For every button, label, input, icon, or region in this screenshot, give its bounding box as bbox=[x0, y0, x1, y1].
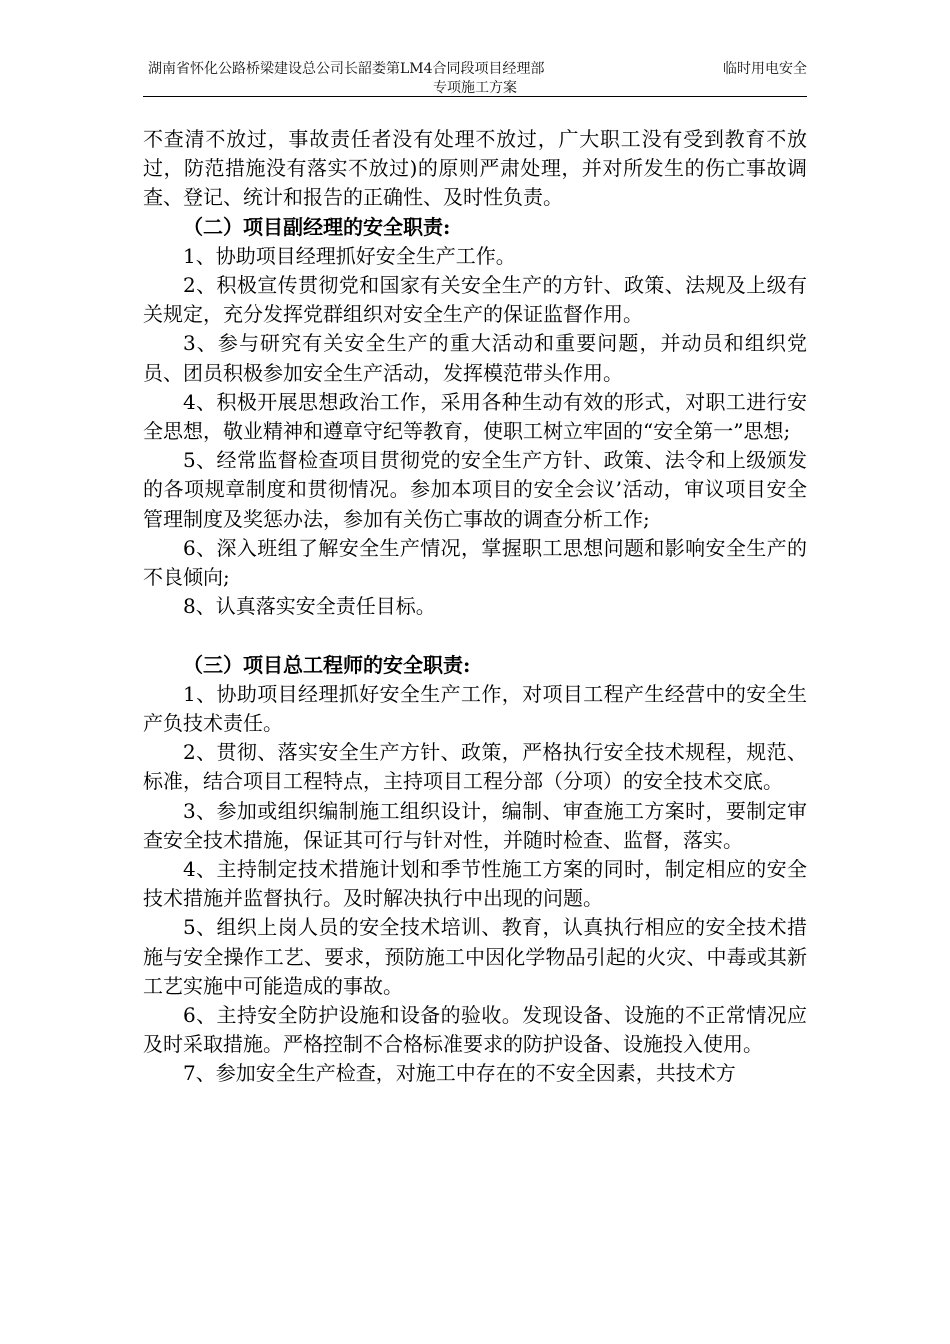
document-body bbox=[143, 125, 807, 1089]
header-doc-subtitle: 专项施工方案 bbox=[433, 80, 517, 96]
engineer-item-4: 4、主持制定技术措施计划和季节性施工方案的同时，制定相应的安全技术措施并监督执行。及时解决执行中出现的问题。 bbox=[143, 857, 807, 911]
deputy-item-2: 2、积极宣传贯彻党和国家有关安全生产的方针、政策、法规及上级有关规定，充分发挥党群组织对安全生产的保证监督作用。 bbox=[143, 273, 807, 327]
page-header bbox=[143, 52, 807, 97]
section-heading-chief-engineer: （三）项目总工程师的安全职责: bbox=[183, 652, 471, 677]
paragraph-continued: 不查清不放过，事故责任者没有处理不放过，广大职工没有受到教育不放过，防范措施没有落实不放过)的原则严肃处理，并对所发生的伤亡事故调查、登记、统计和报告的正确性、及时性负责。 bbox=[143, 127, 807, 210]
engineer-item-1: 1、协助项目经理抓好安全生产工作，对项目工程产生经营中的安全生产负技术责任。 bbox=[143, 681, 807, 736]
deputy-item-8: 8、认真落实安全责任目标。 bbox=[183, 594, 436, 619]
deputy-item-6: 6、深入班组了解安全生产情况，掌握职工思想问题和影响安全生产的不良倾向; bbox=[143, 535, 807, 590]
header-doc-title: 临时用电安全 bbox=[723, 61, 807, 77]
engineer-item-7: 7、参加安全生产检查，对施工中存在的不安全因素，共技术方 bbox=[183, 1061, 736, 1086]
engineer-item-3: 3、参加或组织编制施工组织设计，编制、审查施工方案时，要制定审查安全技术措施，保证其可行与针对性，并随时检查、监督，落实。 bbox=[143, 798, 807, 852]
header-company: 湖南省怀化公路桥梁建设总公司长韶娄第LM4合同段项目经理部 bbox=[148, 61, 545, 77]
section-spacer bbox=[143, 621, 807, 650]
deputy-item-3: 3、参与研究有关安全生产的重大活动和重要问题，并动员和组织党员、团员积极参加安全生产活动，发挥模范带头作用。 bbox=[143, 331, 807, 385]
deputy-item-5: 5、经常监督检查项目贯彻党的安全生产方针、政策、法令和上级颁发的各项规章制度和贯彻情况。参加本项目的安全会议’活动，审议项目安全管理制度及奖惩办法，参加有关伤亡事故的调查分析工作; bbox=[143, 448, 807, 531]
engineer-item-6: 6、主持安全防护设施和设备的验收。发现设备、设施的不正常情况应及时采取措施。严格控制不合格标准要求的防护设备、设施投入使用。 bbox=[143, 1003, 807, 1057]
engineer-item-5: 5、组织上岗人员的安全技术培训、教育，认真执行相应的安全技术措施与安全操作工艺、要求，预防施工中因化学物品引起的火灾、中毒或其新工艺实施中可能造成的事故。 bbox=[143, 915, 807, 998]
engineer-item-2: 2、贯彻、落实安全生产方针、政策，严格执行安全技术规程，规范、标准，结合项目工程特点，主持项目工程分部（分项）的安全技术交底。 bbox=[143, 740, 807, 794]
section-heading-deputy-manager: （二）项目副经理的安全职责: bbox=[183, 214, 451, 239]
deputy-item-1: 1、协助项目经理抓好安全生产工作。 bbox=[183, 243, 516, 268]
deputy-item-4: 4、积极开展思想政治工作，采用各种生动有效的形式，对职工进行安全思想，敬业精神和遵章守纪等教育，使职工树立牢固的“安全第一”思想; bbox=[143, 389, 807, 444]
